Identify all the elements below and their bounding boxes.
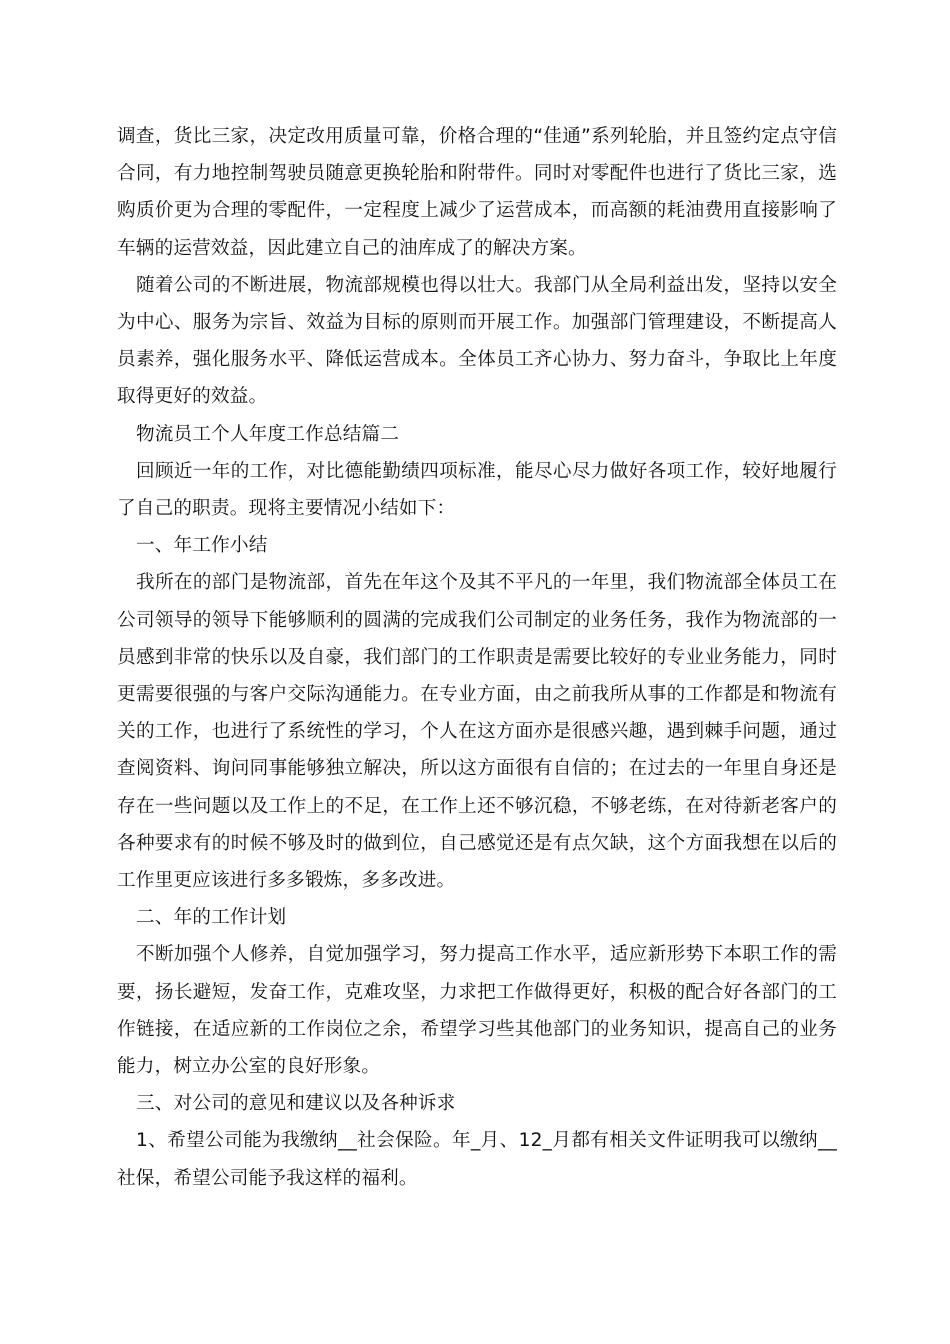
paragraph-year-review: 回顾近一年的工作，对比德能勤绩四项标准，能尽心尽力做好各项工作，较好地履行了自己的职责。现将主要情况小结如下： xyxy=(117,460,837,520)
paragraph-social-insurance-request: 1、希望公司能为我缴纳__社会保险。年_月、12_月都有相关文件证明我可以缴纳__社保，希望公司能予我这样的福利。 xyxy=(117,1130,837,1189)
paragraph-department-growth: 随着公司的不断进展，物流部规模也得以壮大。我部门从全局利益出发，坚持以安全为中心、服务为宗旨、效益为目标的原则而开展工作。加强部门管理建设，不断提高人员素养，强化服务水平、降低运营成本。全体员工齐心协力、努力奋斗，争取比上年度取得更好的效益。 xyxy=(117,274,837,408)
heading-suggestions: 三、对公司的意见和建议以及各种诉求 xyxy=(136,1093,456,1115)
section-title-part-two: 物流员工个人年度工作总结篇二 xyxy=(136,423,400,445)
paragraph-work-plan: 不断加强个人修养，自觉加强学习，努力提高工作水平，适应新形势下本职工作的需要，扬长避短，发奋工作，克难攻坚，力求把工作做得更好，积极的配合好各部门的工作链接，在适应新的工作岗位之余，希望学习些其他部门的业务知识，提高自己的业务能力，树立办公室的良好形象。 xyxy=(117,944,837,1078)
document-body xyxy=(117,118,837,1197)
heading-work-summary: 一、年工作小结 xyxy=(136,535,268,557)
heading-work-plan: 二、年的工作计划 xyxy=(136,907,287,929)
paragraph-tire-procurement: 调查，货比三家，决定改用质量可靠，价格合理的“佳通”系列轮胎，并且签约定点守信合同，有力地控制驾驶员随意更换轮胎和附带件。同时对零配件也进行了货比三家，选购质价更为合理的零配件，一定程度上减少了运营成本，而高额的耗油费用直接影响了车辆的运营效益，因此建立自己的油库成了的解决方案。 xyxy=(117,126,837,259)
paragraph-work-summary: 我所在的部门是物流部，首先在年这个及其不平凡的一年里，我们物流部全体员工在公司领导的领导下能够顺利的圆满的完成我们公司制定的业务任务，我作为物流部的一员感到非常的快乐以及自豪，我们部门的工作职责是需要比较好的专业业务能力，同时更需要很强的与客户交际沟通能力。在专业方面，由之前我所从事的工作都是和物流有关的工作，也进行了系统性的学习，个人在这方面亦是很感兴趣，遇到棘手问题，通过查阅资料、询问同事能够独立解决，所以这方面很有自信的；在过去的一年里自身还是存在一些问题以及工作上的不足，在工作上还不够沉稳，不够老练，在对待新老客户的各种要求有的时候不够及时的做到位，自己感觉还是有点欠缺，这个方面我想在以后的工作里更应该进行多多锻炼，多多改进。 xyxy=(117,572,837,892)
